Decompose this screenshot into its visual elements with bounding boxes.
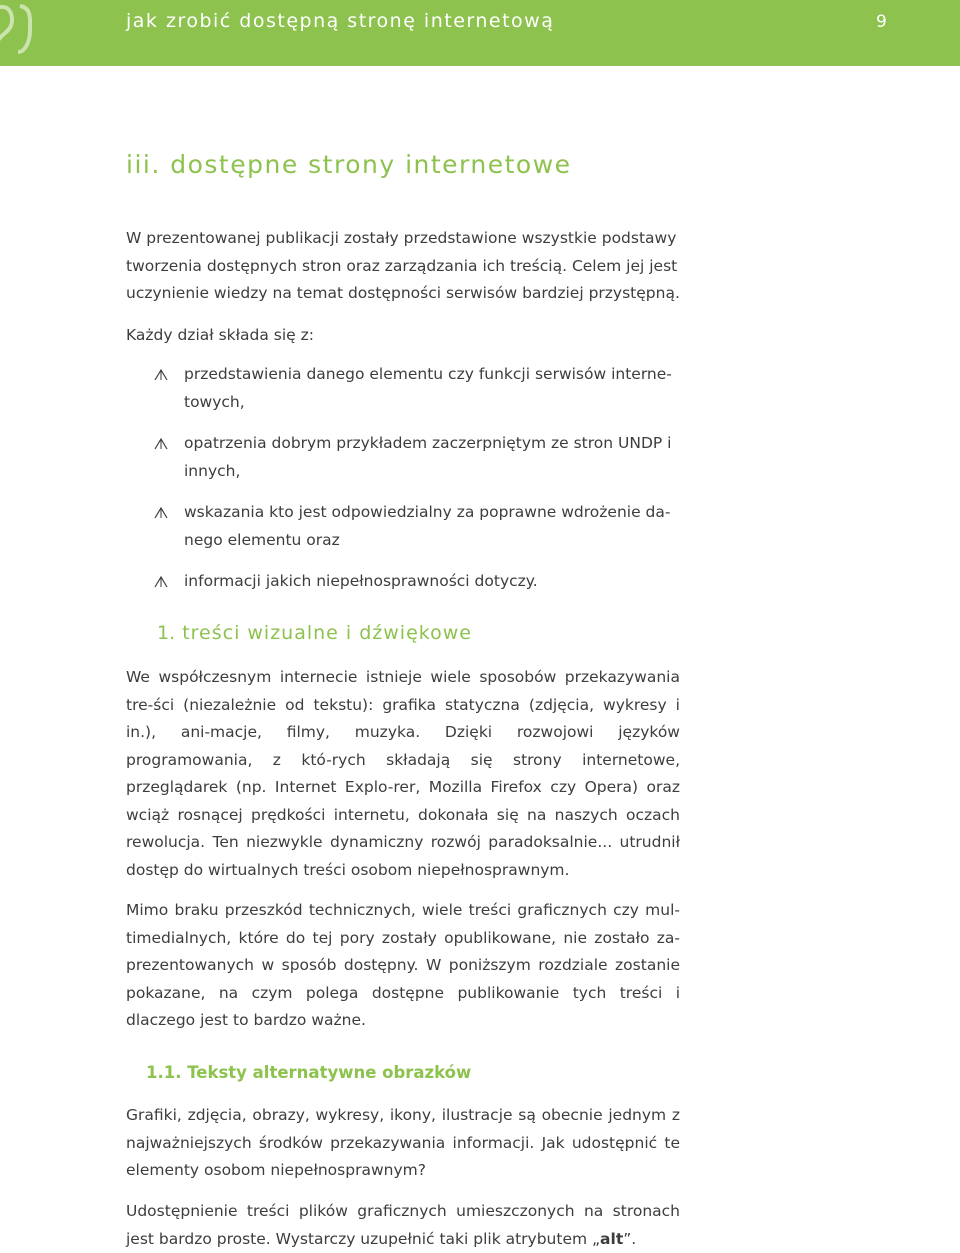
list-lead: Każdy dział składa się z: bbox=[126, 326, 314, 344]
triangle-bullet-icon bbox=[154, 499, 168, 526]
page-number: 9 bbox=[876, 12, 887, 32]
triangle-bullet-icon bbox=[154, 361, 168, 388]
list-item bbox=[126, 568, 538, 596]
list-item-text: opatrzenia dobrym przykładem zaczerpniętym ze stron UNDP i innych, bbox=[184, 434, 672, 480]
list-item bbox=[126, 430, 682, 485]
alt-attribute-name: alt bbox=[600, 1229, 624, 1248]
list-item-text: wskazania kto jest odpowiedzialny za poprawne wdrożenie da-nego elementu oraz bbox=[184, 503, 671, 549]
triangle-bullet-icon bbox=[154, 430, 168, 457]
intro-paragraph: W prezentowanej publikacji zostały przedstawione wszystkie podstawy tworzenia dostępnych stron oraz zarządzania ich treścią. Celem jej jest uczynienie wiedzy na temat dostępności serwisów bardziej przystępną. bbox=[126, 229, 680, 302]
subsection-title: treści wizualne i dźwiękowe bbox=[182, 622, 472, 644]
subsection-heading bbox=[157, 622, 472, 644]
list-item bbox=[126, 499, 682, 554]
triangle-bullet-icon bbox=[154, 568, 168, 595]
subsubsection-heading: 1.1. Teksty alternatywne obrazków bbox=[146, 1063, 472, 1082]
list-item-text: przedstawienia danego elementu czy funkcji serwisów interne-towych, bbox=[184, 365, 672, 411]
list-item bbox=[126, 361, 682, 416]
paragraph-text-after: ”. bbox=[623, 1229, 637, 1248]
subsection-paragraph-1: We współczesnym internecie istnieje wiele sposobów przekazywania tre-ści (niezależnie od tekstu): grafika statyczna (zdjęcia, wykresy i in.), ani-macje, filmy, muzyka. Dzięki rozwojowi języków programowania, z któ-rych składają się strony internetowe, przeglądarek (np. Internet Explo-rer, Mozilla Firefox czy Opera) oraz wciąż rosnącej prędkości internetu, dokonała się na naszych oczach rewolucja. Ten niezwykle dynamiczny rozwój paradoksalnie... utrudnił dostęp do wirtualnych treści osobom niepełnosprawnym. bbox=[126, 668, 680, 879]
subsubsection-paragraph-1: Grafiki, zdjęcia, obrazy, wykresy, ikony, ilustracje są obecnie jednym z najważniejszych środków przekazywania informacji. Jak udostępnić te elementy osobom niepełnosprawnym? bbox=[126, 1106, 680, 1179]
paragraph-text-before: Udostępnienie treści plików graficznych umieszczonych na stronach jest bardzo proste. Wystarczy uzupełnić taki plik atrybutem „ bbox=[126, 1202, 680, 1248]
running-header-title: jak zrobić dostępną stronę internetową bbox=[126, 10, 555, 32]
logo-icon bbox=[0, 0, 34, 56]
list-item-text: informacji jakich niepełnosprawności dotyczy. bbox=[184, 572, 538, 590]
section-title: iii. dostępne strony internetowe bbox=[126, 150, 572, 179]
page-header bbox=[0, 0, 960, 66]
subsubsection-paragraph-2 bbox=[126, 1198, 680, 1253]
subsection-paragraph-2: Mimo braku przeszkód technicznych, wiele treści graficznych czy mul-timedialnych, które do tej pory zostały opublikowane, nie zostało za-prezentowanych w sposób dostępny. W poniższym rozdziale zostanie pokazane, na czym polega dostępne publikowanie tych treści i dlaczego jest to bardzo ważne. bbox=[126, 901, 680, 1029]
subsection-number: 1. bbox=[157, 622, 176, 644]
